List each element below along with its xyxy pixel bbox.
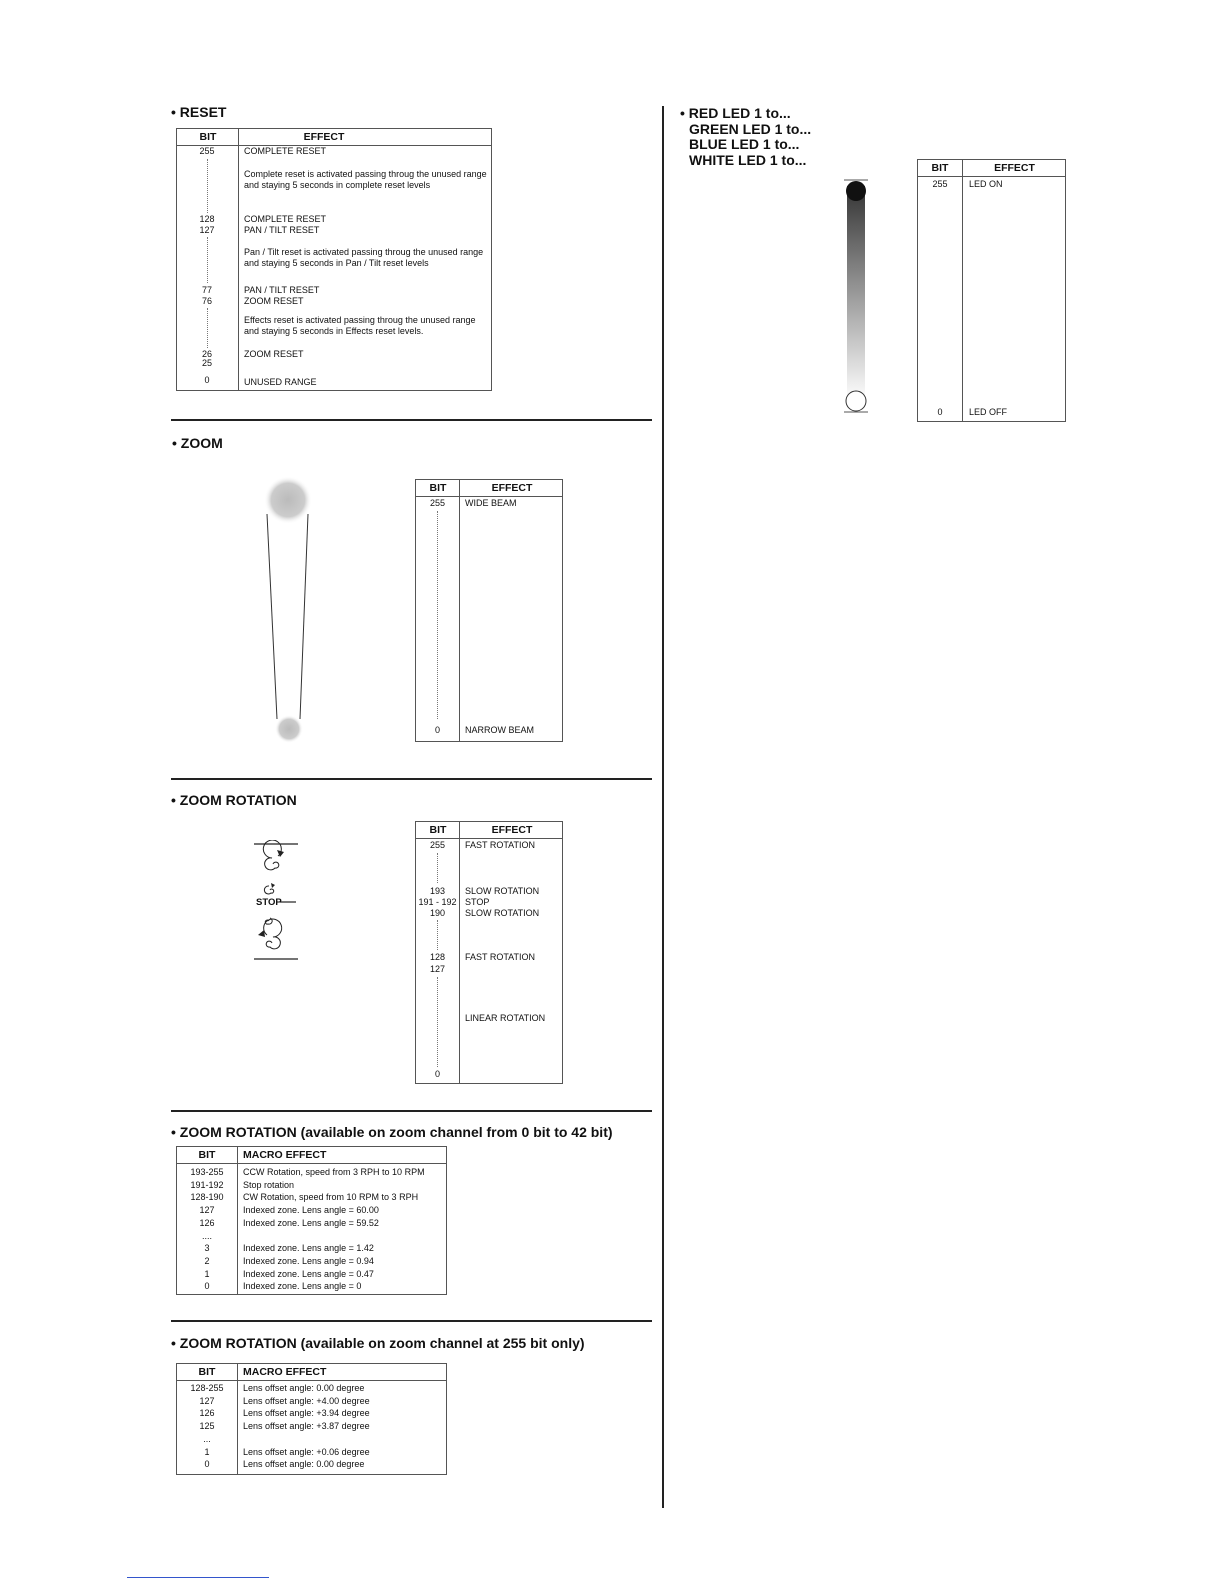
- bit-value: 255: [429, 840, 446, 850]
- stop-label: STOP: [256, 897, 282, 908]
- effect-text: SLOW ROTATION: [465, 886, 540, 896]
- bit-value: 77: [201, 285, 212, 295]
- macro-effect-text: CW Rotation, speed from 10 RPM to 3 RPH: [243, 1192, 419, 1203]
- effect-text: Effects reset is activated passing throug the unused range: [244, 315, 476, 325]
- section-divider: [171, 1110, 652, 1112]
- effect-text: and staying 5 seconds in Pan / Tilt reset levels: [244, 258, 429, 268]
- macro-bit-value: ...: [203, 1433, 211, 1444]
- macro-bit-value: 125: [199, 1421, 215, 1432]
- col-bit-header: BIT: [931, 162, 949, 174]
- effect-text: COMPLETE RESET: [244, 146, 327, 156]
- bit-value: 255: [932, 179, 948, 189]
- macro-bit-value: 128-255: [190, 1383, 224, 1393]
- macro-bit-value: 0: [204, 1459, 210, 1470]
- effect-text: PAN / TILT RESET: [244, 225, 320, 235]
- effect-text: PAN / TILT RESET: [244, 285, 320, 295]
- effect-text: Complete reset is activated passing throug the unused range: [244, 169, 487, 179]
- reset-table: [176, 128, 492, 391]
- effect-text: NARROW BEAM: [465, 725, 535, 735]
- macro-effect-text: Indexed zone. Lens angle = 59.52: [243, 1217, 379, 1228]
- bit-value: 76: [201, 296, 212, 306]
- col-effect-header: EFFECT: [491, 482, 533, 494]
- zoom-rotation-heading: • ZOOM ROTATION: [171, 792, 297, 808]
- macro2-table: [176, 1363, 447, 1475]
- macro1-heading: • ZOOM ROTATION (available on zoom channel from 0 bit to 42 bit): [171, 1124, 613, 1140]
- macro-bit-value: 2: [204, 1255, 210, 1266]
- col-macro-effect-header: MACRO EFFECT: [243, 1149, 327, 1161]
- effect-text: and staying 5 seconds in Effects reset levels.: [244, 326, 424, 336]
- effect-text: UNUSED RANGE: [244, 377, 317, 387]
- bit-value: 127: [199, 225, 215, 235]
- bit-value: 0: [204, 375, 210, 385]
- effect-text: FAST ROTATION: [465, 952, 536, 962]
- macro-bit-value: 1: [204, 1268, 210, 1279]
- effect-text: Pan / Tilt reset is activated passing throug the unused range: [244, 247, 484, 257]
- effect-text: ZOOM RESET: [244, 296, 304, 306]
- section-divider: [171, 778, 652, 780]
- macro-effect-text: Indexed zone. Lens angle = 0.94: [243, 1255, 374, 1266]
- effect-text: FAST ROTATION: [465, 840, 536, 850]
- col-bit-header: BIT: [429, 482, 447, 494]
- bit-value: 128: [429, 952, 446, 962]
- led-heading-line: WHITE LED 1 to...: [689, 151, 807, 168]
- col-macro-effect-header: MACRO EFFECT: [243, 1366, 327, 1378]
- col-bit-header: BIT: [198, 1149, 216, 1161]
- macro-bit-value: 127: [199, 1205, 215, 1216]
- macro2-heading: • ZOOM ROTATION (available on zoom channel at 255 bit only): [171, 1335, 585, 1351]
- effect-text: COMPLETE RESET: [244, 214, 327, 224]
- col-bit-header: BIT: [198, 1366, 216, 1378]
- macro-bit-value: ....: [201, 1230, 212, 1241]
- macro-effect-text: Lens offset angle: +3.87 degree: [243, 1421, 370, 1432]
- bit-value: 190: [429, 908, 446, 918]
- effect-text: STOP: [465, 897, 490, 907]
- macro-bit-value: 3: [204, 1243, 210, 1254]
- col-effect-header: EFFECT: [994, 162, 1035, 174]
- led-table: [917, 159, 1066, 422]
- effect-text: and staying 5 seconds in complete reset levels: [244, 180, 431, 190]
- effect-text: LED OFF: [969, 407, 1008, 417]
- macro-effect-text: Lens offset angle: 0.00 degree: [243, 1459, 365, 1470]
- macro-bit-value: 193-255: [190, 1167, 224, 1177]
- zoom-table: [415, 479, 563, 742]
- macro-bit-value: 0: [204, 1281, 210, 1292]
- effect-text: SLOW ROTATION: [465, 908, 540, 918]
- bit-value: 26: [201, 349, 212, 359]
- zoom-rotation-table: [415, 821, 563, 1084]
- led-heading-line: • RED LED 1 to...: [680, 105, 791, 121]
- bit-value: 127: [429, 964, 446, 974]
- zoom-beam-illustration: [255, 474, 325, 750]
- effect-text: LINEAR ROTATION: [465, 1013, 546, 1023]
- section-divider: [171, 419, 652, 421]
- footer-link-underline: [127, 1577, 269, 1578]
- macro-effect-text: Lens offset angle: +3.94 degree: [243, 1408, 370, 1419]
- macro1-table: [176, 1146, 447, 1295]
- bit-value: 25: [201, 358, 212, 368]
- bit-value: 128: [199, 214, 215, 224]
- bit-value: 193: [429, 886, 446, 896]
- macro-bit-value: 191-192: [190, 1179, 224, 1190]
- col-bit-header: BIT: [429, 824, 447, 836]
- bit-value: 0: [937, 407, 943, 417]
- led-heading-line: GREEN LED 1 to...: [689, 120, 812, 137]
- macro-effect-text: Indexed zone. Lens angle = 1.42: [243, 1243, 374, 1254]
- macro-effect-text: Lens offset angle: +0.06 degree: [243, 1446, 370, 1457]
- reset-heading: • RESET: [171, 104, 227, 120]
- macro-effect-text: Lens offset angle: 0.00 degree: [243, 1383, 365, 1393]
- macro-bit-value: 127: [199, 1395, 215, 1406]
- effect-text: ZOOM RESET: [244, 349, 304, 359]
- bit-value: 191 - 192: [418, 897, 457, 907]
- macro-effect-text: Indexed zone. Lens angle = 0: [243, 1281, 362, 1292]
- macro-bit-value: 1: [204, 1446, 210, 1457]
- macro-effect-text: Indexed zone. Lens angle = 60.00: [243, 1205, 379, 1216]
- section-divider: [171, 1320, 652, 1322]
- bit-value: 255: [199, 146, 215, 156]
- macro-effect-text: CCW Rotation, speed from 3 RPH to 10 RPM: [243, 1167, 425, 1177]
- effect-text: LED ON: [969, 179, 1003, 189]
- led-heading-line: BLUE LED 1 to...: [689, 136, 800, 152]
- macro-effect-text: Stop rotation: [243, 1179, 295, 1190]
- macro-bit-value: 126: [199, 1408, 215, 1419]
- macro-effect-text: Lens offset angle: +4.00 degree: [243, 1395, 370, 1406]
- macro-bit-value: 126: [199, 1217, 215, 1228]
- col-bit-header: BIT: [199, 131, 217, 143]
- bit-value: 255: [429, 498, 446, 508]
- macro-bit-value: 128-190: [190, 1192, 224, 1203]
- col-effect-header: EFFECT: [491, 824, 533, 836]
- column-divider: [662, 106, 664, 1508]
- led-intensity-illustration: [840, 176, 872, 420]
- col-effect-header: EFFECT: [303, 131, 345, 143]
- bit-value: 0: [434, 1069, 440, 1079]
- led-heading: [680, 106, 811, 168]
- effect-text: WIDE BEAM: [465, 498, 517, 508]
- bit-value: 0: [434, 725, 440, 735]
- zoom-heading: • ZOOM: [172, 435, 223, 451]
- macro-effect-text: Indexed zone. Lens angle = 0.47: [243, 1268, 374, 1279]
